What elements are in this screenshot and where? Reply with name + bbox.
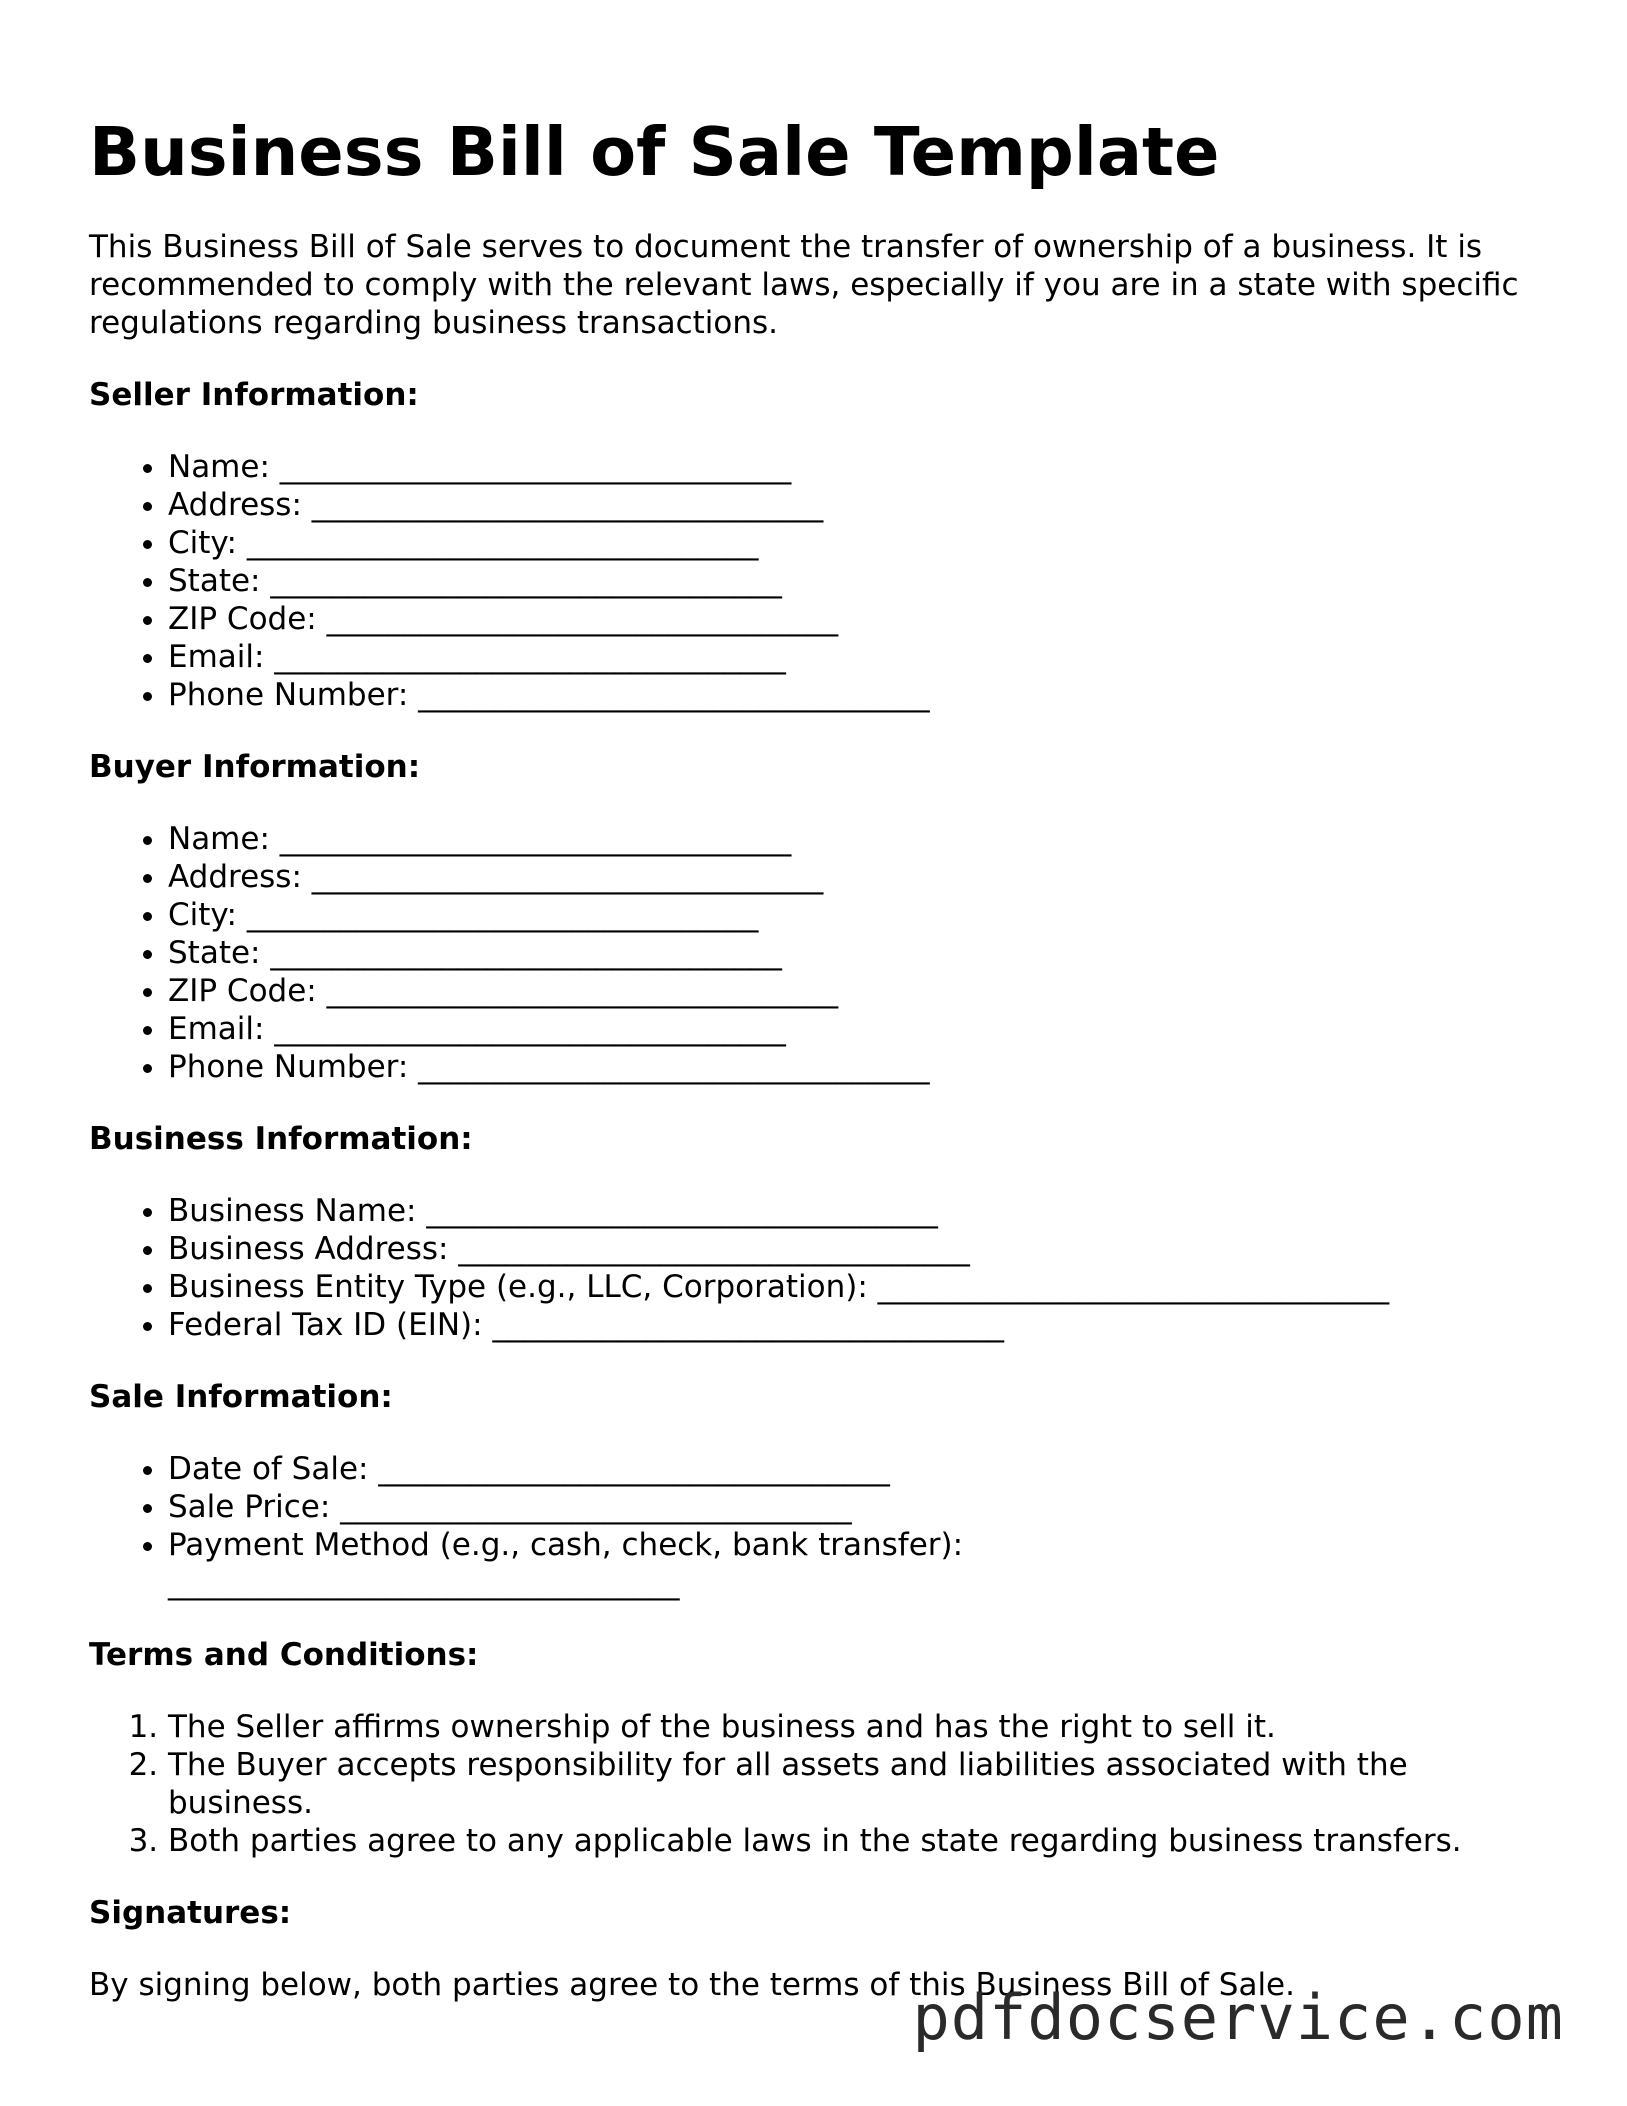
blank-line: _________________________________ — [311, 859, 824, 895]
field-label: Business Address: — [168, 1231, 449, 1267]
form-field — [168, 1488, 1549, 1526]
blank-line: _________________________________ — [311, 487, 824, 523]
form-field — [168, 858, 1549, 896]
term-item: 2. The Buyer accepts responsibility for all assets and liabilities associated with the business. — [168, 1746, 1549, 1822]
field-label: State: — [168, 935, 261, 971]
watermark: pdfdocservice.com — [912, 1981, 1564, 2054]
page-title: Business Bill of Sale Template — [89, 113, 1220, 191]
form-field — [168, 1526, 1549, 1602]
business-fields — [89, 1192, 1549, 1344]
form-field — [168, 1450, 1549, 1488]
field-label: State: — [168, 563, 261, 599]
field-label: City: — [168, 525, 237, 561]
terms-list — [89, 1708, 1549, 1860]
blank-line: _________________________________ — [270, 563, 782, 599]
form-field — [168, 934, 1549, 972]
signatures-heading: Signatures: — [89, 1895, 292, 1931]
form-field — [168, 1048, 1549, 1086]
blank-line: _________________________________ — [326, 601, 839, 637]
sale-heading: Sale Information: — [89, 1379, 393, 1415]
field-label: Email: — [168, 639, 265, 675]
field-label: Date of Sale: — [168, 1451, 369, 1487]
form-field — [168, 1010, 1549, 1048]
form-field — [168, 896, 1549, 934]
form-field — [168, 1192, 1549, 1230]
terms-heading: Terms and Conditions: — [89, 1637, 479, 1673]
blank-line: _________________________________ — [274, 639, 786, 675]
buyer-fields — [89, 820, 1549, 1086]
field-label: City: — [168, 897, 237, 933]
field-label: ZIP Code: — [168, 601, 317, 637]
form-field — [168, 562, 1549, 600]
form-field — [168, 638, 1549, 676]
term-item: 3. Both parties agree to any applicable laws in the state regarding business transfers. — [168, 1822, 1549, 1860]
field-label: Business Entity Type (e.g., LLC, Corporation): — [168, 1269, 868, 1305]
form-field — [168, 1268, 1549, 1306]
form-field — [168, 600, 1549, 638]
field-label: Sale Price: — [168, 1489, 331, 1525]
blank-line: _________________________________ — [279, 821, 792, 857]
field-label: Phone Number: — [168, 1049, 409, 1085]
form-field — [168, 448, 1549, 486]
field-label: Phone Number: — [168, 677, 409, 713]
form-field — [168, 1306, 1549, 1344]
field-label: Address: — [168, 859, 302, 895]
form-field — [168, 972, 1549, 1010]
field-label: Name: — [168, 821, 270, 857]
field-label: Business Name: — [168, 1193, 417, 1229]
field-label: Name: — [168, 449, 270, 485]
blank-line: _________________________________ — [378, 1451, 890, 1487]
field-label: Payment Method (e.g., cash, check, bank transfer): — [168, 1527, 964, 1563]
blank-line: _________________________________ — [168, 1565, 680, 1601]
blank-line: _________________________________ — [246, 525, 759, 561]
blank-line: _________________________________ — [492, 1307, 1004, 1343]
field-label: ZIP Code: — [168, 973, 317, 1009]
form-field — [168, 524, 1549, 562]
blank-line: _________________________________ — [340, 1489, 852, 1525]
term-item: 1. The Seller affirms ownership of the business and has the right to sell it. — [168, 1708, 1549, 1746]
blank-line: _________________________________ — [270, 935, 782, 971]
blank-line: _________________________________ — [246, 897, 759, 933]
blank-line: _________________________________ — [426, 1193, 938, 1229]
field-label: Federal Tax ID (EIN): — [168, 1307, 483, 1343]
signatures-text: By signing below, both parties agree to the terms of this Business Bill of Sale. — [89, 1967, 1295, 2003]
intro-paragraph: This Business Bill of Sale serves to document the transfer of ownership of a business. It is recommended to comply with the relevant laws, especially if you are in a state with specific regulations regarding business transactions. — [89, 229, 1519, 341]
seller-heading: Seller Information: — [89, 377, 419, 413]
business-heading: Business Information: — [89, 1121, 473, 1157]
form-field — [168, 1230, 1549, 1268]
field-label: Email: — [168, 1011, 265, 1047]
form-field — [168, 676, 1549, 714]
blank-line: _________________________________ — [877, 1269, 1390, 1305]
field-label: Address: — [168, 487, 302, 523]
blank-line: _________________________________ — [274, 1011, 786, 1047]
blank-line: _________________________________ — [458, 1231, 970, 1267]
document-page — [89, 112, 1549, 2004]
buyer-heading: Buyer Information: — [89, 749, 421, 785]
sale-fields — [89, 1450, 1549, 1602]
blank-line: _________________________________ — [279, 449, 792, 485]
seller-fields — [89, 448, 1549, 714]
form-field — [168, 486, 1549, 524]
form-field — [168, 820, 1549, 858]
blank-line: _________________________________ — [326, 973, 839, 1009]
blank-line: _________________________________ — [418, 1049, 930, 1085]
blank-line: _________________________________ — [418, 677, 930, 713]
